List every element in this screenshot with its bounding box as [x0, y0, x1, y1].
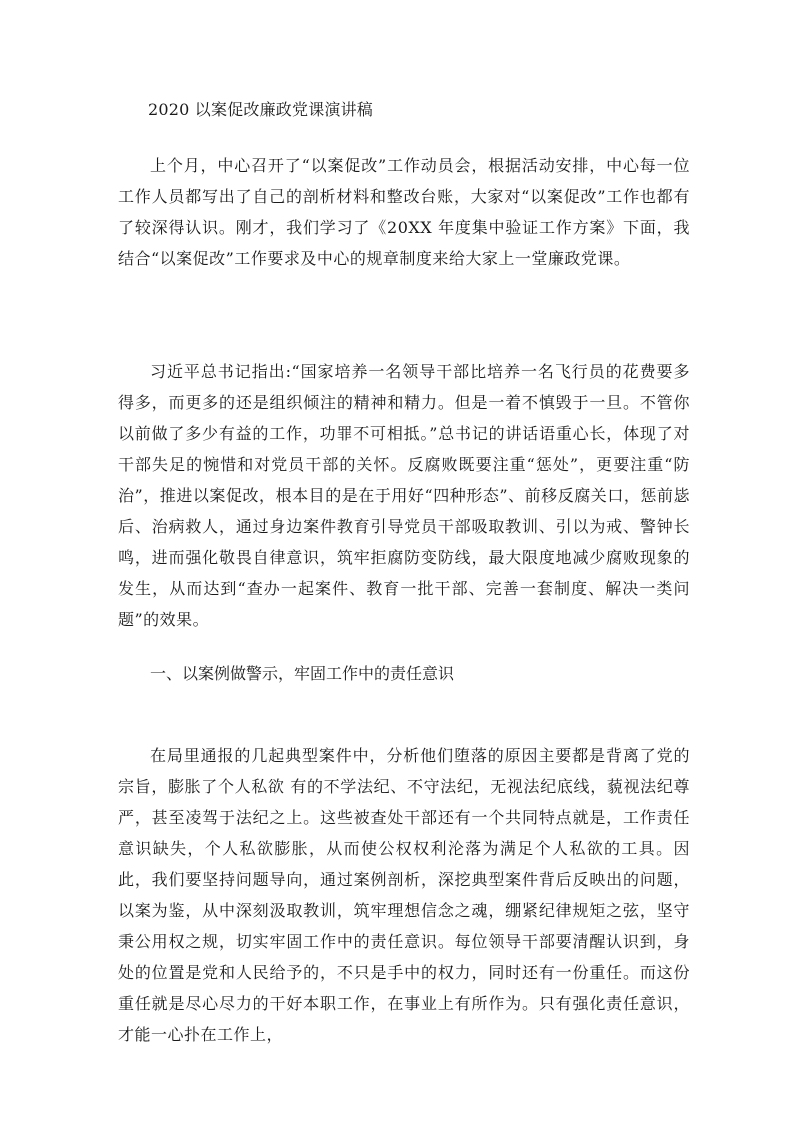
document-title: 2020 以案促改廉政党课演讲稿	[148, 100, 374, 119]
paragraph-1: 上个月，中心召开了“以案促改”工作动员会，根据活动安排，中心每一位工作人员都写出了自己的剖析材料和整改台账，大家对“以案促改”工作也都有了较深得认识。刚才，我们学习了《20XX 年度集中验证工作方案》下面，我结合“以案促改”工作要求及中心的规章制度来给大家上一堂廉政党课。	[118, 156, 690, 268]
section-heading: 一、以案例做警示，牢固工作中的责任意识	[150, 664, 455, 683]
paragraph-2: 习近平总书记指出:“国家培养一名领导干部比培养一名飞行员的花费要多得多，而更多的还是组织倾注的精神和精力。但是一着不慎毁于一旦。不管你以前做了多少有益的工作，功罪不可相抵。”总书记的讲话语重心长，体现了对干部失足的惋惜和对党员干部的关怀。反腐败既要注重“惩处”，更要注重“防治”，推进以案促改，根本目的是在于用好“四种形态”、前移反腐关口，惩前毖后、治病救人，通过身边案件教育引导党员干部吸取教训、引以为戒、警钟长鸣，进而强化敬畏自律意识，筑牢拒腐防变防线，最大限度地减少腐败现象的发生，从而达到“查办一起案件、教育一批干部、完善一套制度、解决一类问题”的效果。	[118, 362, 690, 629]
section-paragraph: 在局里通报的几起典型案件中，分析他们堕落的原因主要都是背离了党的宗旨，膨胀了个人私欲 有的不学法纪、不守法纪，无视法纪底线，藐视法纪尊严，甚至凌驾于法纪之上。这些被查处干部还有一个共同特点就是，工作责任意识缺失，个人私欲膨胀，从而使公权权利沦落为满足个人私欲的工具。因此，我们要坚持问题导向，通过案例剖析，深挖典型案件背后反映出的问题，以案为鉴，从中深刻汲取教训，筑牢理想信念之魂，绷紧纪律规矩之弦，坚守秉公用权之规，切实牢固工作中的责任意识。每位领导干部要清醒认识到，身处的位置是党和人民给予的，不只是手中的权力，同时还有一份重任。而这份重任就是尽心尽力的干好本职工作，在事业上有所作为。只有强化责任意识，才能一心扑在工作上，	[118, 746, 690, 1044]
